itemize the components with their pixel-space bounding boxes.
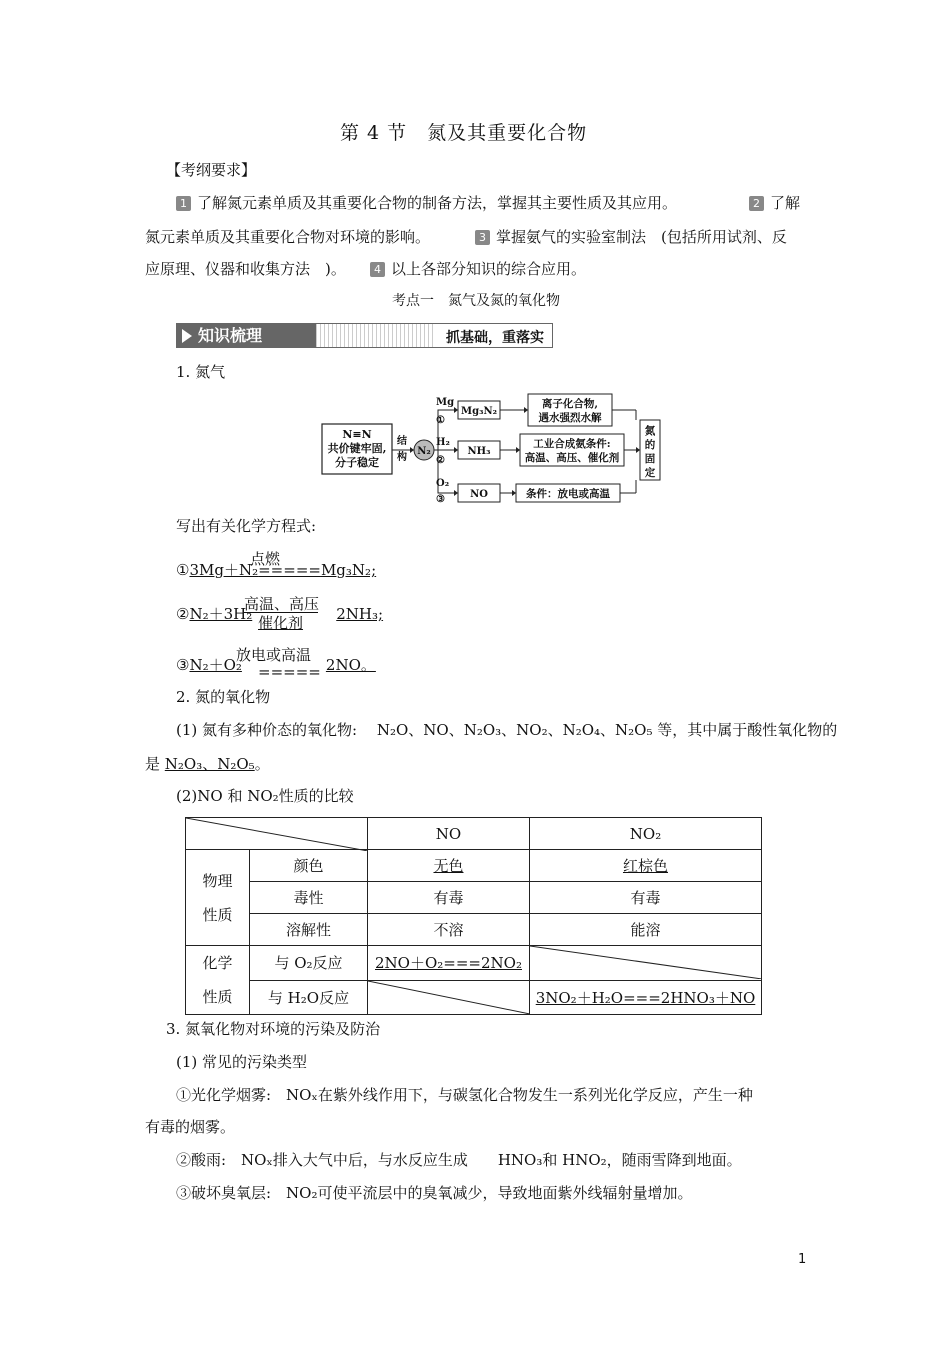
knowledge-banner (176, 323, 554, 348)
eq2-prefix: ② (176, 605, 190, 623)
no-toxicity: 有毒 (368, 882, 530, 914)
group-chemical-1: 化学 (202, 954, 233, 972)
branch2-reagent: H₂ (436, 437, 450, 448)
group-chemical-2: 性质 (202, 988, 233, 1006)
branch2-product: NH₃ (467, 446, 491, 457)
branch2-note-2: 高温、高压、催化剂 (524, 452, 620, 464)
part3-heading: 3. 氮氧化物对环境的污染及防治 (166, 1020, 381, 1038)
comparison-table (185, 817, 762, 1015)
diagram-center: N₂ (417, 446, 431, 457)
part3-item1-line1: ①光化学烟雾: NOₓ在紫外线作用下，与碳氢化合物发生一系列光化学反应，产生一种 (176, 1086, 753, 1104)
requirement-text: 掌握氨气的实验室制法 (包括所用试剂、反 (496, 228, 787, 246)
eq1-right: Mg₃N₂; (320, 561, 377, 579)
play-icon (182, 329, 192, 343)
branch3-note: 条件：放电或高温 (526, 488, 610, 500)
diagram-struct-2: 构 (397, 452, 407, 463)
no-solubility: 不溶 (368, 914, 530, 946)
eq1-prefix: ① (176, 561, 190, 579)
page-title: 第 4 节 氮及其重要化合物 (340, 122, 588, 144)
no2-color (530, 850, 762, 882)
banner-left-label: 知识梳理 (198, 326, 263, 345)
no2-toxicity: 有毒 (530, 882, 762, 914)
section-title: 考点一 氮气及氮的氧化物 (392, 293, 560, 309)
group-chemical (186, 946, 250, 1015)
no-o2-reaction (368, 946, 530, 981)
diagram-left-line1: N≡N (342, 428, 372, 441)
eq3-arrow: ===== (258, 663, 321, 681)
right-box-3: 固 (644, 453, 656, 465)
page-number: 1 (798, 1252, 807, 1267)
branch1-reagent: Mg (436, 397, 455, 408)
header-no: NO (368, 818, 530, 850)
diagonal-line (530, 946, 762, 979)
eq3-condition: 放电或高温 (236, 646, 312, 664)
branch1-note-1: 离子化合物, (541, 398, 599, 410)
right-box-1: 氮 (644, 425, 656, 437)
right-box-2: 的 (644, 439, 656, 451)
part2-heading: 2. 氮的氧化物 (176, 688, 271, 706)
group-physical-2: 性质 (202, 905, 233, 924)
part2-p2-heading: (2)NO 和 NO₂性质的比较 (176, 787, 354, 805)
part2-p1-line1: (1) 氮有多种价态的氧化物: N₂O、NO、N₂O₃、NO₂、N₂O₄、N₂O₅ 等，其中属于酸性氧化物的 (176, 721, 838, 739)
diagram-struct-1: 结 (397, 436, 407, 447)
branch1-step: ① (436, 415, 445, 426)
part2-p1-line2 (145, 754, 270, 774)
requirement-2-cont: 氮元素单质及其重要化合物对环境的影响。 (145, 228, 431, 246)
part3-item1-line2: 有毒的烟雾。 (145, 1118, 236, 1136)
branch1-product: Mg₃N₂ (461, 406, 497, 417)
requirement-4 (370, 259, 586, 279)
group-physical (186, 850, 250, 946)
number-badge-icon: 4 (370, 262, 385, 277)
eq1-left: 3Mg＋N₂ (189, 561, 259, 579)
branch3-step: ③ (436, 494, 445, 505)
branch3-product: NO (470, 489, 488, 500)
eq1-answer (189, 561, 376, 579)
no-color-val: 无色 (433, 857, 464, 875)
part3-sub: (1) 常见的污染类型 (176, 1053, 308, 1071)
branch3-reagent: O₂ (436, 478, 450, 489)
requirement-text: 了解氮元素单质及其重要化合物的制备方法，掌握其主要性质及其应用。 (197, 194, 678, 212)
banner-left (176, 323, 316, 348)
number-badge-icon: 2 (749, 196, 764, 211)
banner-right-label: 抓基础，重落实 (446, 330, 544, 346)
eq3-right: 2NO。 (325, 656, 376, 674)
eq1-condition: 点燃 (250, 550, 281, 568)
group-physical-1: 物理 (202, 871, 233, 890)
branch2-note-1: 工业合成氨条件: (533, 438, 611, 450)
prop-h2o-reaction: 与 H₂O反应 (250, 980, 368, 1015)
right-box-4: 定 (644, 467, 656, 479)
diagonal-line (186, 818, 368, 851)
diagram-left-line3: 分子稳定 (335, 456, 379, 469)
no2-h2o-val: 3NO₂＋H₂O===2HNO₃＋NO (535, 988, 756, 1007)
p1-answer: N₂O₃、N₂O₅ (164, 755, 255, 773)
no-color (368, 850, 530, 882)
equation-prompt: 写出有关化学方程式: (176, 517, 317, 535)
no-h2o-reaction-empty (368, 980, 530, 1015)
part1-heading: 1. 氮气 (176, 363, 226, 381)
no2-h2o-reaction (530, 980, 762, 1015)
p1-post: 。 (254, 755, 270, 773)
eq2-condition-bottom: 催化剂 (258, 614, 304, 632)
eq2-right: 2NH₃; (336, 605, 384, 623)
part3-item3: ③破坏臭氧层: NO₂可使平流层中的臭氧减少，导致地面紫外线辐射量增加。 (176, 1184, 693, 1202)
prop-o2-reaction: 与 O₂反应 (250, 946, 368, 981)
prop-color: 颜色 (250, 850, 368, 882)
no2-o2-reaction-empty (530, 946, 762, 981)
header-no2: NO₂ (530, 818, 762, 850)
number-badge-icon: 1 (176, 196, 191, 211)
diagonal-line (368, 981, 530, 1014)
no-o2-val: 2NO＋O₂===2NO₂ (375, 954, 522, 973)
no2-solubility: 能溶 (530, 914, 762, 946)
part3-item2: ②酸雨: NOₓ排入大气中后，与水反应生成 HNO₃和 HNO₂，随雨雪降到地面。 (176, 1151, 742, 1169)
requirement-2 (749, 193, 800, 213)
eq2-left: N₂＋3H₂ (189, 605, 253, 623)
requirements-heading: 【考纲要求】 (166, 161, 257, 179)
prop-solubility: 溶解性 (250, 914, 368, 946)
banner-right (316, 323, 553, 348)
requirement-text: 了解 (770, 194, 801, 212)
banner-hatch (316, 324, 436, 347)
requirement-1 (176, 193, 677, 213)
p1-pre: 是 (145, 755, 165, 773)
diagram-left-line2: 共价键牢固, (327, 442, 387, 455)
branch2-step: ② (436, 455, 445, 466)
branch1-note-2: 遇水强烈水解 (538, 412, 602, 424)
eq2-condition-top: 高温、高压 (244, 595, 320, 613)
eq3-left: N₂＋O₂ (189, 656, 242, 674)
nitrogen-diagram (318, 390, 663, 505)
eq3-prefix: ③ (176, 656, 190, 674)
eq1-arrow: ===== (258, 561, 321, 579)
requirement-3 (475, 227, 787, 247)
number-badge-icon: 3 (475, 230, 490, 245)
table-corner (186, 818, 368, 850)
no2-color-val: 红棕色 (622, 857, 668, 875)
prop-toxicity: 毒性 (250, 882, 368, 914)
requirement-text: 以上各部分知识的综合应用。 (391, 260, 587, 278)
requirement-3-cont: 应原理、仪器和收集方法 )。 (145, 260, 346, 278)
